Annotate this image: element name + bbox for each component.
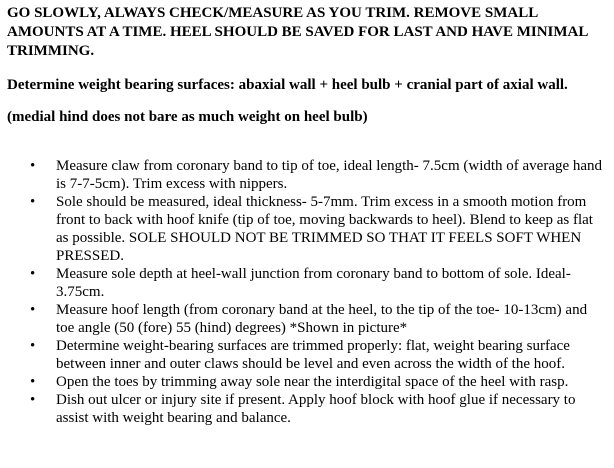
step-text: Dish out ulcer or injury site if present. Apply hoof block with hoof glue if necessary to assist with weight bearing and balance. [56, 392, 576, 426]
bullet-icon: • [30, 392, 36, 408]
bullet-icon: • [30, 158, 36, 174]
step-text: Open the toes by trimming away sole near the interdigital space of the heel with rasp. [56, 374, 569, 390]
bullet-icon: • [30, 374, 36, 390]
bullet-icon: • [30, 266, 36, 282]
list-item [0, 265, 614, 301]
list-item [0, 157, 614, 193]
step-text: Measure hoof length (from coronary band at the heel, to the tip of the toe- 10-13cm) and toe angle (50 (fore) 55 (hind) degrees) *Shown in picture* [56, 302, 588, 336]
weight-bearing-note: Determine weight bearing surfaces: abaxial wall + heel bulb + cranial part of axial wall. [7, 77, 568, 93]
list-item [0, 391, 614, 427]
trimming-steps-list [0, 157, 614, 427]
bullet-icon: • [30, 338, 36, 354]
medial-hind-note: (medial hind does not bare as much weight on heel bulb) [7, 109, 368, 125]
list-item [0, 337, 614, 373]
bullet-icon: • [30, 194, 36, 210]
step-text: Sole should be measured, ideal thickness- 5-7mm. Trim excess in a smooth motion from front to back with hoof knife (tip of toe, moving backwards to heel). Blend to keep as flat as possible. SOLE SHOULD NOT BE TRIMMED SO THAT IT FEELS SOFT WHEN PRESSED. [56, 194, 593, 264]
page-heading: GO SLOWLY, ALWAYS CHECK/MEASURE AS YOU TRIM. REMOVE SMALL AMOUNTS AT A TIME. HEEL SHOULD BE SAVED FOR LAST AND HAVE MINIMAL TRIMMING. [7, 5, 588, 59]
list-item [0, 301, 614, 337]
step-text: Determine weight-bearing surfaces are trimmed properly: flat, weight bearing surface between inner and outer claws should be level and even across the width of the hoof. [56, 338, 570, 372]
list-item [0, 373, 614, 391]
step-text: Measure sole depth at heel-wall junction from coronary band to bottom of sole. Ideal-3.75cm. [56, 266, 571, 300]
list-item [0, 193, 614, 265]
step-text: Measure claw from coronary band to tip of toe, ideal length- 7.5cm (width of average hand is 7-7-5cm). Trim excess with nippers. [56, 158, 603, 192]
bullet-icon: • [30, 302, 36, 318]
